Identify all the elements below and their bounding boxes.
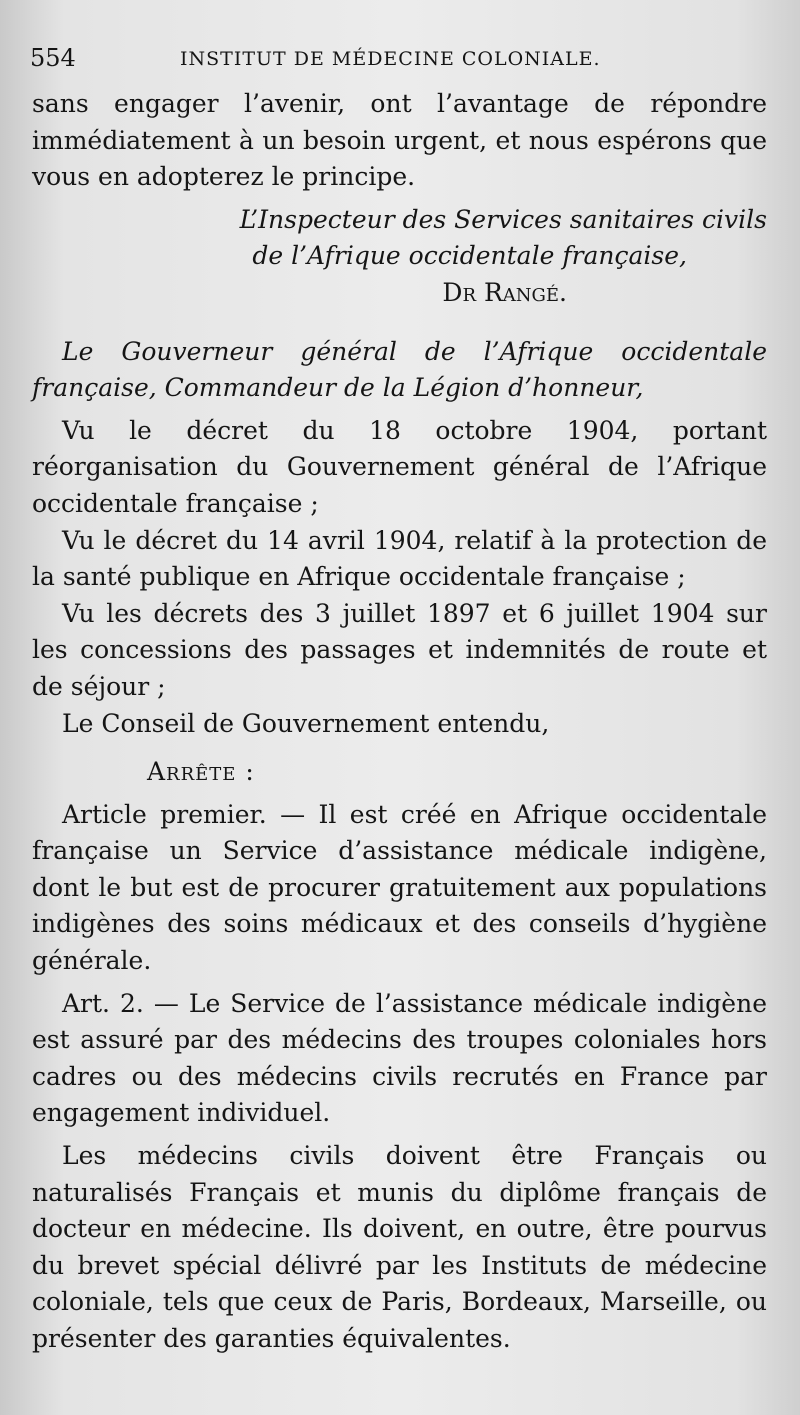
considerant-decree-1904-april: Vu le décret du 14 avril 1904, relatif à la protection de la santé publique en Afrique occidentale française ; (32, 525, 767, 592)
article-2-paragraph-2: Les médecins civils doivent être Français ou naturalisés Français et munis du diplôme français de docteur en médecine. Ils doivent, en outre, être pourvus du brevet spécial délivré par les Instituts de médecine coloniale, tels que ceux de Paris, Bordeaux, Marseille, ou présenter des garanties équivalentes. (32, 1141, 767, 1353)
running-title: INSTITUT DE MÉDECINE COLONIALE. (180, 48, 601, 70)
intro-paragraph: sans engager l’avenir, ont l’avantage de répondre immédiatement à un besoin urgent, et nous espérons que vous en adopterez le principe. (32, 89, 767, 192)
considerant-decree-1904-october: Vu le décret du 18 octobre 1904, portant réorganisation du Gouvernement général de l’Afrique occidentale française ; (32, 415, 767, 518)
arrete-heading: Arrête : (147, 757, 255, 787)
considerant-decrees-passages: Vu les décrets des 3 juillet 1897 et 6 juillet 1904 sur les concessions des passages et indemnités de route et de séjour ; (32, 598, 767, 701)
page-text (32, 86, 767, 1358)
page-number: 554 (30, 44, 76, 72)
article-1: Article premier. — Il est créé en Afrique occidentale française un Service d’assistance médicale indigène, dont le but est de procurer gratuitement aux populations indigènes des soins médicaux et des conseils d’hygiène générale. (32, 799, 767, 976)
considerant-conseil: Le Conseil de Gouvernement entendu, (62, 708, 550, 738)
governor-heading: Le Gouverneur général de l’Afrique occidentale française, Commandeur de la Légion d’honneur, (32, 336, 767, 403)
page-header (30, 44, 760, 74)
article-2: Art. 2. — Le Service de l’assistance médicale indigène est assuré par des médecins des troupes coloniales hors cadres ou des médecins civils recrutés en France par engagement individuel. (32, 988, 767, 1128)
signature-title-line2: de l’Afrique occidentale française, (252, 241, 687, 271)
signature-name: Dr Rangé. (442, 277, 567, 307)
signature-title-line1: L’Inspecteur des Services sanitaires civils (239, 204, 767, 234)
